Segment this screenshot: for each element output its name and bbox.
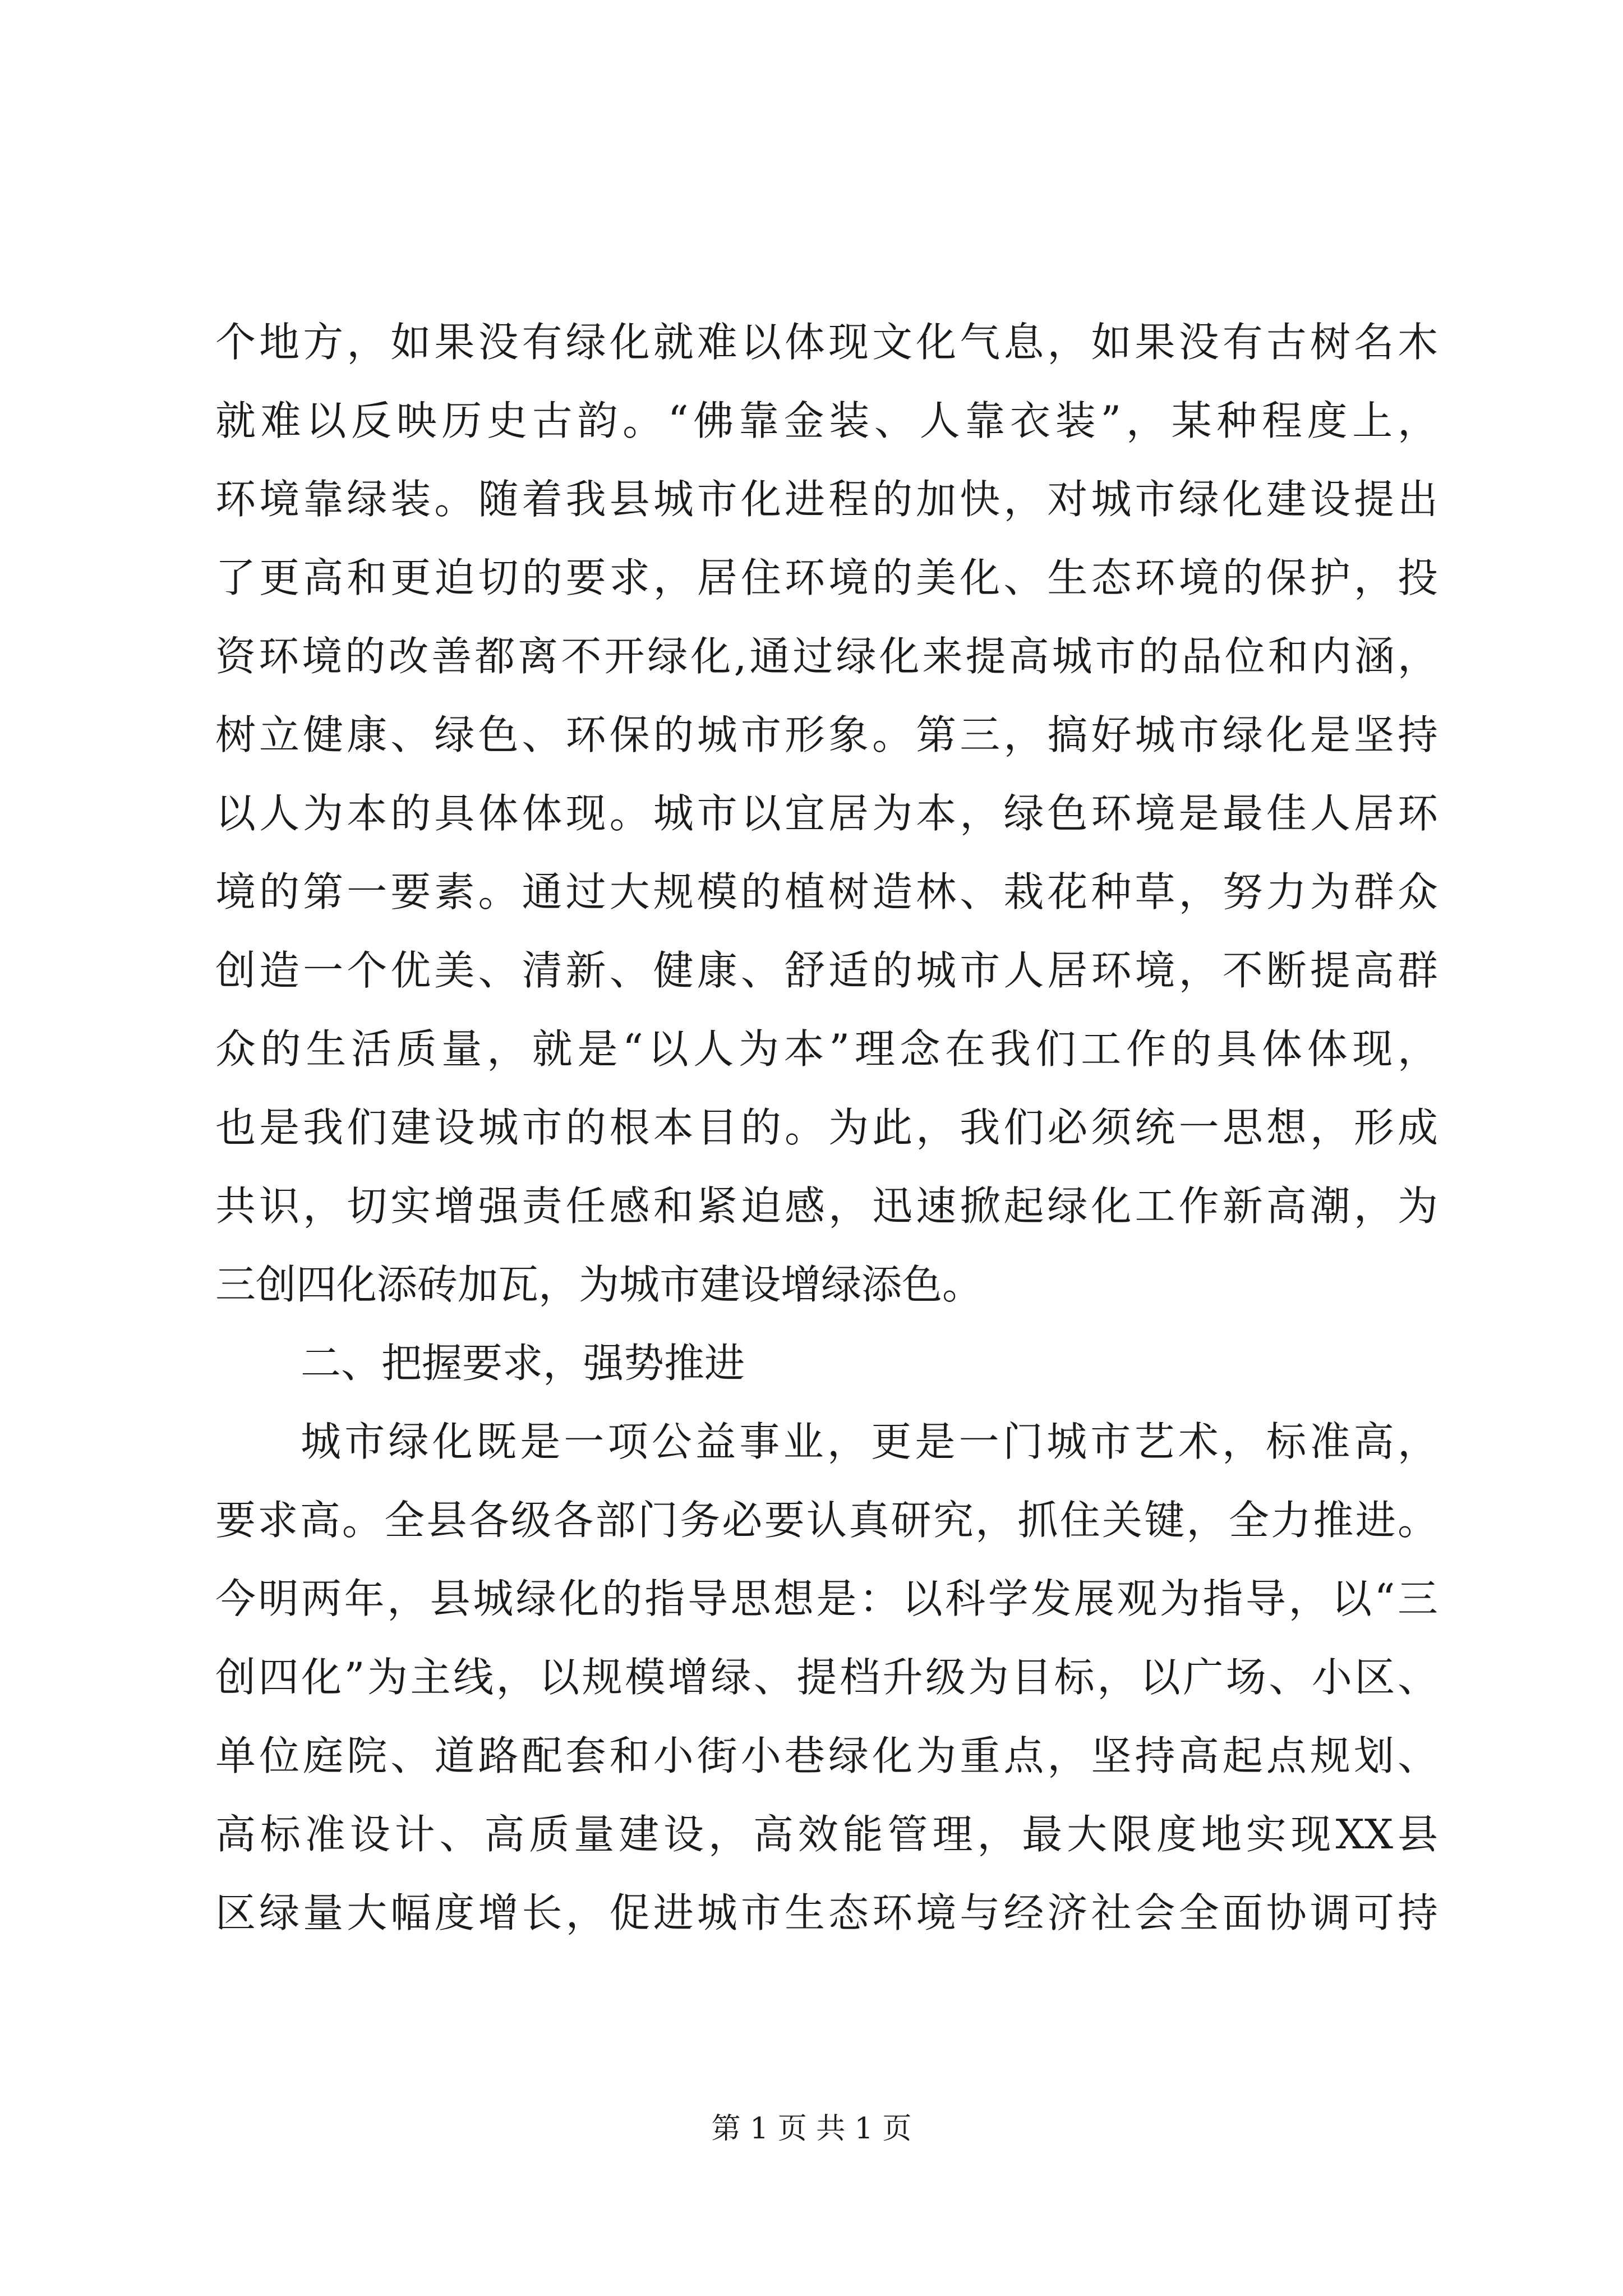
text-line: 也是我们建设城市的根本目的。为此，我们必须统一思想，形成 bbox=[215, 1104, 1438, 1151]
text-line: 三创四化添砖加瓦，为城市建设增绿添色。 bbox=[215, 1261, 983, 1308]
section-heading: 二、把握要求，强势推进 bbox=[301, 1340, 745, 1387]
text-line: 单位庭院、道路配套和小街小巷绿化为重点，坚持高起点规划、 bbox=[215, 1732, 1438, 1779]
text-line: 资环境的改善都离不开绿化,通过绿化来提高城市的品位和内涵， bbox=[215, 633, 1438, 680]
text-line: 创造一个优美、清新、健康、舒适的城市人居环境，不断提高群 bbox=[215, 947, 1438, 994]
text-line: 了更高和更迫切的要求，居住环境的美化、生态环境的保护，投 bbox=[215, 554, 1438, 601]
text-line: 区绿量大幅度增长，促进城市生态环境与经济社会全面协调可持 bbox=[215, 1889, 1438, 1936]
text-line: 众的生活质量，就是“以人为本”理念在我们工作的具体体现， bbox=[215, 1025, 1438, 1073]
text-line: 树立健康、绿色、环保的城市形象。第三，搞好城市绿化是坚持 bbox=[215, 711, 1438, 758]
text-line: 以人为本的具体体现。城市以宜居为本，绿色环境是最佳人居环 bbox=[215, 790, 1438, 837]
text-line: 环境靠绿装。随着我县城市化进程的加快，对城市绿化建设提出 bbox=[215, 476, 1438, 523]
text-line: 城市绿化既是一项公益事业，更是一门城市艺术，标准高， bbox=[301, 1418, 1438, 1465]
text-line: 创四化”为主线，以规模增绿、提档升级为目标，以广场、小区、 bbox=[215, 1654, 1438, 1701]
text-line: 个地方，如果没有绿化就难以体现文化气息，如果没有古树名木 bbox=[215, 319, 1438, 366]
text-line: 就难以反映历史古韵。“佛靠金装、人靠衣装”，某种程度上， bbox=[215, 397, 1438, 444]
text-line: 要求高。全县各级各部门务必要认真研究，抓住关键，全力推进。 bbox=[215, 1497, 1438, 1544]
text-line: 共识，切实增强责任感和紧迫感，迅速掀起绿化工作新高潮，为 bbox=[215, 1182, 1438, 1230]
page-number: 第 1 页 共 1 页 bbox=[711, 2112, 912, 2146]
text-line: 高标准设计、高质量建设，高效能管理，最大限度地实现XX县 bbox=[215, 1811, 1438, 1858]
body-text bbox=[215, 303, 1438, 1952]
text-line: 今明两年，县城绿化的指导思想是：以科学发展观为指导，以“三 bbox=[215, 1575, 1438, 1622]
text-line: 境的第一要素。通过大规模的植树造林、栽花种草，努力为群众 bbox=[215, 868, 1438, 915]
